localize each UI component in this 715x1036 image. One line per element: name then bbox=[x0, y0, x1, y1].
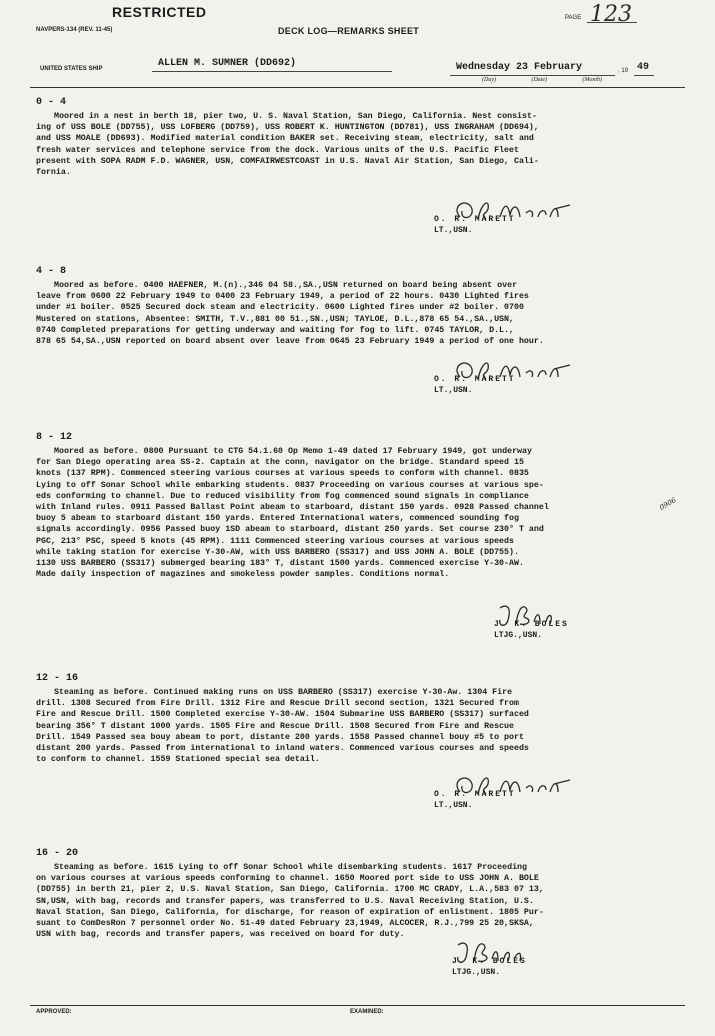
remark-line: Drill. 1549 Passed sea bouy abeam to port, distante 200 yards. 1558 Passed channel bouy #5 to port bbox=[36, 732, 524, 742]
month-sublabel: (Month) bbox=[582, 77, 602, 83]
restricted-stamp: RESTRICTED bbox=[112, 4, 207, 20]
remark-line: leave from 0600 22 February 1949 to 0400 23 February 1949, a period of 22 hours. 0430 Lighted fires bbox=[36, 292, 529, 302]
watch-entry-8-12 bbox=[36, 432, 676, 580]
signer-name: O. R. MARETT bbox=[434, 215, 516, 224]
signature-block bbox=[490, 600, 650, 658]
watch-remarks bbox=[36, 280, 676, 347]
signature-block bbox=[430, 195, 590, 253]
remark-line: fresh water services and telephone service from the dock. Various units of the U.S. Pacific Fleet bbox=[36, 145, 519, 155]
remark-line: 1130 USS BARBERO (SS317) submerged bearing 183° T, distant 1500 yards. Commenced exercise Y-30-AW. bbox=[36, 559, 524, 569]
log-date: Wednesday 23 February bbox=[456, 62, 583, 73]
signer-rank: LTJG.,USN. bbox=[452, 968, 501, 977]
remark-line: Made daily inspection of magazines and smokeless powder samples. Conditions normal. bbox=[36, 570, 450, 580]
watch-remarks bbox=[36, 687, 676, 765]
remark-line: eds conforming to channel. Due to reduced visibility from fog commenced sound signals in compliance bbox=[36, 491, 529, 501]
watch-period: 8 - 12 bbox=[36, 432, 73, 443]
signer-name: O. R. MARETT bbox=[434, 375, 516, 384]
remark-line: ing of USS BOLE (DD755), USS LOFBERG (DD759), USS ROBERT K. HUNTINGTON (DD781), USS INGRAHAM (DD694), bbox=[36, 123, 539, 133]
remark-line: bearing 356° T distant 1000 yards. 1505 Fire and Rescue Drill. 1508 Secured from Fire and Rescue bbox=[36, 721, 514, 731]
remark-line: with Inland rules. 0911 Passed Ballast Point abeam to starboard, distant 150 yards. 0928 Passed channel bbox=[36, 503, 549, 513]
remark-line: Steaming as before. Continued making runs on USS BARBERO (SS317) exercise Y-30-Aw. 1304 Fire bbox=[54, 688, 513, 697]
date-underline bbox=[450, 75, 615, 76]
page-underline bbox=[587, 22, 637, 23]
signer-rank: LTJG.,USN. bbox=[494, 631, 543, 640]
watch-remarks bbox=[36, 111, 676, 178]
signer-rank: LT.,USN. bbox=[434, 386, 473, 395]
remark-line: 878 65 54,SA.,USN reported on board absent over leave from 0645 23 February 1949 a period of one hour. bbox=[36, 337, 544, 347]
remark-line: while taking station for exercise Y-30-AW, with USS BARBERO (SS317) and USS JOHN A. BOLE (DD755). bbox=[36, 547, 519, 557]
margin-annotation: 0906 bbox=[658, 496, 678, 512]
watch-remarks bbox=[36, 862, 676, 940]
signer-name: O. R. MARETT bbox=[434, 790, 516, 799]
remark-line: fornia. bbox=[36, 168, 71, 178]
form-number: NAVPERS-134 (REV. 11-45) bbox=[36, 27, 113, 33]
remark-line: for San Diego operating area SS-2. Captain at the conn, navigator on the bridge. Standard speed 15 bbox=[36, 458, 524, 468]
watch-entry-16-20 bbox=[36, 848, 676, 940]
watch-period: 16 - 20 bbox=[36, 848, 79, 859]
remark-line: buoy 5 abeam to starboard distant 150 yards. Entered International waters, commenced sounding fog bbox=[36, 514, 519, 524]
page-label: PAGE bbox=[565, 15, 582, 21]
remark-line: distant 200 yards. Passed from international to inland waters. Commenced various courses and speeds bbox=[36, 744, 529, 754]
date-sublabel: (Date) bbox=[531, 77, 547, 83]
watch-period: 0 - 4 bbox=[36, 97, 67, 108]
signer-rank: LT.,USN. bbox=[434, 226, 473, 235]
sheet-title: DECK LOG—REMARKS SHEET bbox=[278, 26, 420, 36]
remark-line: present with SOPA RADM F.D. WAGNER, USN, COMFAIRWESTCOAST in U.S. Naval Air Station, San Diego, Cali- bbox=[36, 156, 539, 166]
remark-line: under #1 boiler. 0525 Secured dock steam and electricity. 0600 Lighted fires under #2 boiler. 0700 bbox=[36, 303, 524, 313]
signer-rank: LT.,USN. bbox=[434, 801, 473, 810]
remark-line: Fire and Rescue Drill. 1500 Completed exercise Y-30-AW. 1504 Submarine USS BARBERO (SS317) surfaced bbox=[36, 710, 529, 720]
day-sublabel: (Day) bbox=[482, 77, 496, 83]
signature-block bbox=[430, 770, 590, 828]
year-underline bbox=[634, 75, 654, 76]
remark-line: and USS MOALE (DD693). Modified material condition BAKER set. Receiving steam, electricity, salt and bbox=[36, 134, 534, 144]
remark-line: PGC, 213° PSC, speed 5 knots (45 RPM). 1111 Commenced steering various courses at various speeds bbox=[36, 536, 514, 546]
date-sublabels bbox=[482, 77, 602, 83]
signature-block bbox=[448, 937, 608, 995]
year-prefix: , 19 bbox=[618, 68, 629, 74]
watch-remarks bbox=[36, 446, 676, 580]
watch-entry-12-16 bbox=[36, 673, 676, 765]
signature-block bbox=[430, 355, 590, 413]
signer-name: J. K. BOLES bbox=[494, 620, 569, 629]
log-year: 49 bbox=[637, 62, 650, 73]
ship-name: ALLEN M. SUMNER (DD692) bbox=[158, 58, 297, 69]
approved-label: APPROVED: bbox=[36, 1009, 72, 1015]
remark-line: 0740 Completed preparations for getting underway and waiting for fog to lift. 0745 TAYLOR, D.L., bbox=[36, 325, 514, 335]
remark-line: suant to ComDesRon 7 personnel order No. 51-49 dated February 23,1949, ALCOCER, R.J.,799 25 20,SKSA, bbox=[36, 919, 534, 929]
watch-entry-0-4 bbox=[36, 97, 676, 178]
page-number: 123 bbox=[590, 2, 632, 27]
remark-line: to conform to channel. 1559 Stationed special sea detail. bbox=[36, 755, 320, 765]
remark-line: USN with bag, records and transfer papers, was received on board for duty. bbox=[36, 930, 405, 940]
examined-label: EXAMINED: bbox=[350, 1009, 384, 1015]
remark-line: drill. 1308 Secured from Fire Drill. 1312 Fire and Rescue Drill second section, 1321 Secured from bbox=[36, 699, 519, 709]
remark-line: Mustered on stations, Absentee: SMITH, T.V.,881 00 51.,SN.,USN; TAYLOE, D.L.,878 65 54.,SA.,USN, bbox=[36, 314, 514, 324]
header-divider bbox=[30, 87, 685, 88]
signer-name: J. K. BOLES bbox=[452, 957, 527, 966]
remark-line: on various courses at various speeds conforming to channel. 1650 Moored port side to USS JOHN A. BOLE bbox=[36, 874, 539, 884]
remark-line: Steaming as before. 1615 Lying to off Sonar School while disembarking students. 1617 Proceeding bbox=[54, 863, 527, 872]
remark-line: Naval Station, San Diego, California, for discharge, for reason of expiration of enlistment. 1805 Pur- bbox=[36, 907, 544, 917]
ship-underline bbox=[152, 71, 392, 72]
remark-line: knots (137 RPM). Commenced steering various courses at various speeds to conform with channel. 0835 bbox=[36, 469, 529, 479]
remark-line: Moored as before. 0800 Pursuant to CTG 54.1.60 Op Memo 1-49 dated 17 February 1949, got underway bbox=[54, 447, 532, 456]
remark-line: (DD755) in berth 21, pier 2, U.S. Naval Station, San Diego, California. 1700 MC CRADY, L.A.,583 07 13, bbox=[36, 885, 544, 895]
remark-line: Moored in a nest in berth 18, pier two, U. S. Naval Station, San Diego, California. Nest consist- bbox=[54, 112, 537, 121]
footer-divider bbox=[30, 1005, 685, 1006]
watch-period: 12 - 16 bbox=[36, 673, 79, 684]
remark-line: signals accordingly. 0956 Passed buoy 1SD abeam to starboard, distant 250 yards. Set course 230° T and bbox=[36, 525, 544, 535]
ship-label: UNITED STATES SHIP bbox=[40, 66, 103, 72]
watch-period: 4 - 8 bbox=[36, 266, 67, 277]
remark-line: SN,USN, with bag, records and transfer papers, was transferred to U.S. Naval Receiving Station, U.S. bbox=[36, 896, 534, 906]
watch-entry-4-8 bbox=[36, 266, 676, 347]
remark-line: Lying to off Sonar School while embarking students. 0837 Proceeding on various courses at various spe- bbox=[36, 480, 544, 490]
remark-line: Moored as before. 0400 HAEFNER, M.(n).,346 04 58.,SA.,USN returned on board being absent over bbox=[54, 281, 518, 290]
